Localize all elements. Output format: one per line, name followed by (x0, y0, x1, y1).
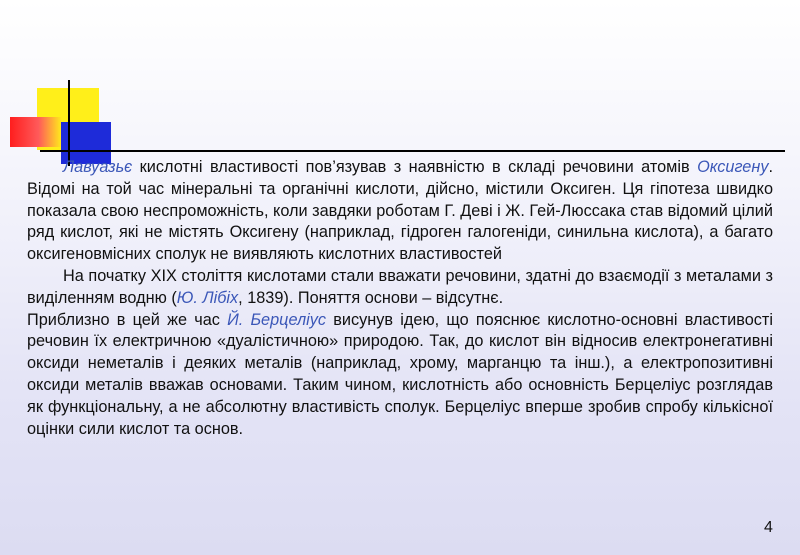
paragraph-lavoisier (27, 157, 773, 266)
paragraph-berzelius (27, 310, 773, 441)
text: кислотні властивості пов’язував з наявністю в складі речовини атомів (132, 158, 698, 176)
name-oxygen: Оксигену (697, 158, 769, 176)
vertical-line (68, 80, 70, 166)
red-rectangle (10, 117, 62, 147)
text: . Відомі на той час мінеральні та органічні кислоти, дійсно, містили Оксиген. Ця гіпотеза швидко показала свою неспроможність, коли завдяки роботам Г. Деві і Ж. Гей-Люссака став відомий цілий ряд кислот, які не містять Оксигену (наприклад, гідроген галогеніди, синильна кислота), а багато оксигеновмісних сполук не виявляють кислотних властивостей (27, 158, 773, 264)
name-lavoisier: Лавуазьє (63, 158, 133, 176)
text: Приблизно в цей же час (27, 310, 228, 329)
page-number: 4 (764, 519, 773, 536)
text: висунув ідею, що пояснює кислотно-основні властивості речовин їх електричною «дуалістичною» природою. Так, до кислот він відносив електронегативні оксиди неметалів і деяких металів (наприклад, хрому, марганцю та інш.), а електропозитивні оксиди металів вважав основами. Таким чином, кислотність або основність Берцеліус розглядав як функціональну, а не абсолютну властивість сполук. Берцеліус вперше зробив спробу кількісної оцінки сили кислот та основ. (27, 310, 773, 438)
name-berzelius: Й. Берцеліус (227, 310, 327, 329)
paragraph-liebig (27, 266, 773, 310)
text: , 1839). Поняття основи – відсутнє. (238, 288, 504, 307)
text: На початку XIX століття кислотами стали вважати речовини, здатні до взаємодії з металами з виділенням водню ( (27, 266, 773, 307)
name-liebig: Ю. Лібіх (176, 288, 239, 307)
horizontal-line (40, 150, 785, 152)
slide-body (27, 157, 773, 440)
